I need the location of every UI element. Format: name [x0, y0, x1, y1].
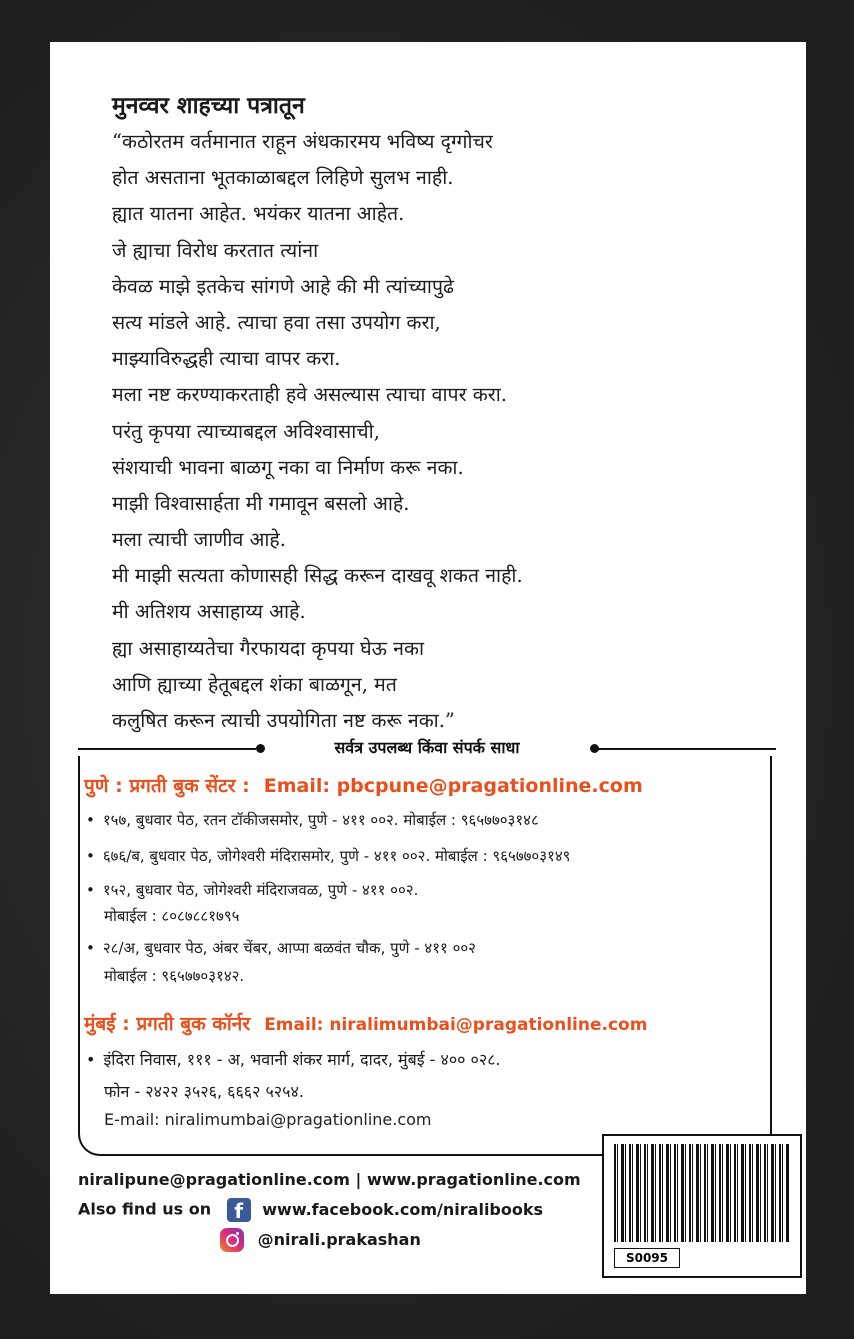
banner-rule-left — [78, 748, 256, 750]
mumbai-email-2[interactable]: E-mail: niralimumbai@pragationline.com — [104, 1110, 432, 1129]
quote-line: होत असताना भूतकाळाबद्दल लिहिणे सुलभ नाही. — [112, 166, 454, 190]
facebook-icon: f — [227, 1198, 251, 1222]
quote-line: मी अतिशय असाहाय्य आहे. — [112, 600, 306, 624]
mumbai-address: • इंदिरा निवास, १११ - अ, भवानी शंकर मार्ग, दादर, मुंबई - ४०० ०२८. — [86, 1048, 501, 1070]
quote-line: सत्य मांडले आहे. त्याचा हवा तसा उपयोग करा, — [112, 310, 441, 334]
instagram-icon — [220, 1228, 244, 1252]
pune-mobile-4: मोबाईल : ९६५७७०३१४२. — [104, 967, 245, 985]
footer-facebook-row — [78, 1198, 543, 1222]
quote-line: “कठोरतम वर्तमानात राहून अंधकारमय भविष्य दृग्गोचर — [112, 130, 493, 153]
quote-title: मुनव्वर शाहच्या पत्रातून — [112, 92, 305, 119]
quote-line: ह्या असाहाय्यतेचा गैरफायदा कृपया घेऊ नका — [112, 636, 425, 660]
mumbai-email[interactable]: Email: niralimumbai@pragationline.com — [264, 1015, 648, 1035]
quote-body — [112, 124, 732, 739]
quote-line: केवळ माझे इतकेच सांगणे आहे की मी त्यांच्यापुढे — [112, 274, 455, 298]
mumbai-phone: फोन - २४२२ ३५२६, ६६६२ ५२५४. — [104, 1082, 304, 1101]
pune-address-2: • ६७६/ब, बुधवार पेठ, जोगेश्वरी मंदिरासमोर, पुणे - ४११ ००२. मोबाईल : ९६५७७०३१४९ — [86, 846, 570, 866]
barcode — [602, 1134, 802, 1278]
pune-address-1: • १५७, बुधवार पेठ, रतन टॉकीजसमोर, पुणे - ४११ ००२. मोबाईल : ९६५७७०३१४८ — [86, 810, 539, 830]
quote-line: माझी विश्वासार्हता मी गमावून बसलो आहे. — [112, 491, 410, 515]
footer-instagram-row — [220, 1228, 421, 1252]
instagram-handle[interactable]: @nirali.prakashan — [257, 1229, 421, 1249]
quote-line: परंतु कृपया त्याच्याबद्दल अविश्वासाची, — [112, 419, 380, 443]
quote-line: कलुषित करून त्याची उपयोगिता नष्ट करू नका.” — [112, 709, 455, 732]
quote-line: मला त्याची जाणीव आहे. — [112, 528, 286, 552]
banner-rule-right — [598, 748, 776, 750]
mumbai-heading-row — [84, 1010, 647, 1036]
quote-line: मला नष्ट करण्याकरताही हवे असल्यास त्याचा वापर करा. — [112, 383, 507, 407]
facebook-link[interactable]: www.facebook.com/niralibooks — [262, 1199, 544, 1219]
pune-address-4: • २८/अ, बुधवार पेठ, अंबर चेंबर, आप्पा बळवंत चौक, पुणे - ४११ ००२ — [86, 938, 476, 958]
mumbai-heading: मुंबई : प्रगती बुक कॉर्नर — [84, 1013, 251, 1035]
pune-email[interactable]: Email: pbcpune@pragationline.com — [263, 775, 643, 797]
pune-address-3: • १५२, बुधवार पेठ, जोगेश्वरी मंदिराजवळ, पुणे - ४११ ००२. — [86, 880, 418, 900]
quote-line: माझ्याविरुद्धही त्याचा वापर करा. — [112, 347, 341, 371]
quote-line: ह्यात यातना आहेत. भयंकर यातना आहेत. — [112, 202, 405, 226]
footer-contact[interactable]: niralipune@pragationline.com | www.pragationline.com — [78, 1170, 581, 1189]
barcode-bars — [614, 1144, 790, 1242]
barcode-code: S0095 — [614, 1248, 680, 1268]
quote-line: जे ह्याचा विरोध करतात त्यांना — [112, 238, 319, 262]
quote-line: आणि ह्याच्या हेतूबद्दल शंका बाळगून, मत — [112, 672, 397, 696]
pune-heading: पुणे : प्रगती बुक सेंटर : — [84, 775, 250, 797]
pune-heading-row — [84, 772, 643, 798]
find-us-label: Also find us on — [78, 1199, 212, 1219]
availability-banner — [78, 738, 776, 757]
quote-line: मी माझी सत्यता कोणासही सिद्ध करून दाखवू शकत नाही. — [112, 564, 523, 588]
quote-line: संशयाची भावना बाळगू नका वा निर्माण करू नका. — [112, 455, 464, 479]
banner-text: सर्वत्र उपलब्ध किंवा संपर्क साधा — [334, 738, 520, 757]
pune-mobile-3: मोबाईल : ८०८७८८१७९५ — [104, 907, 240, 925]
